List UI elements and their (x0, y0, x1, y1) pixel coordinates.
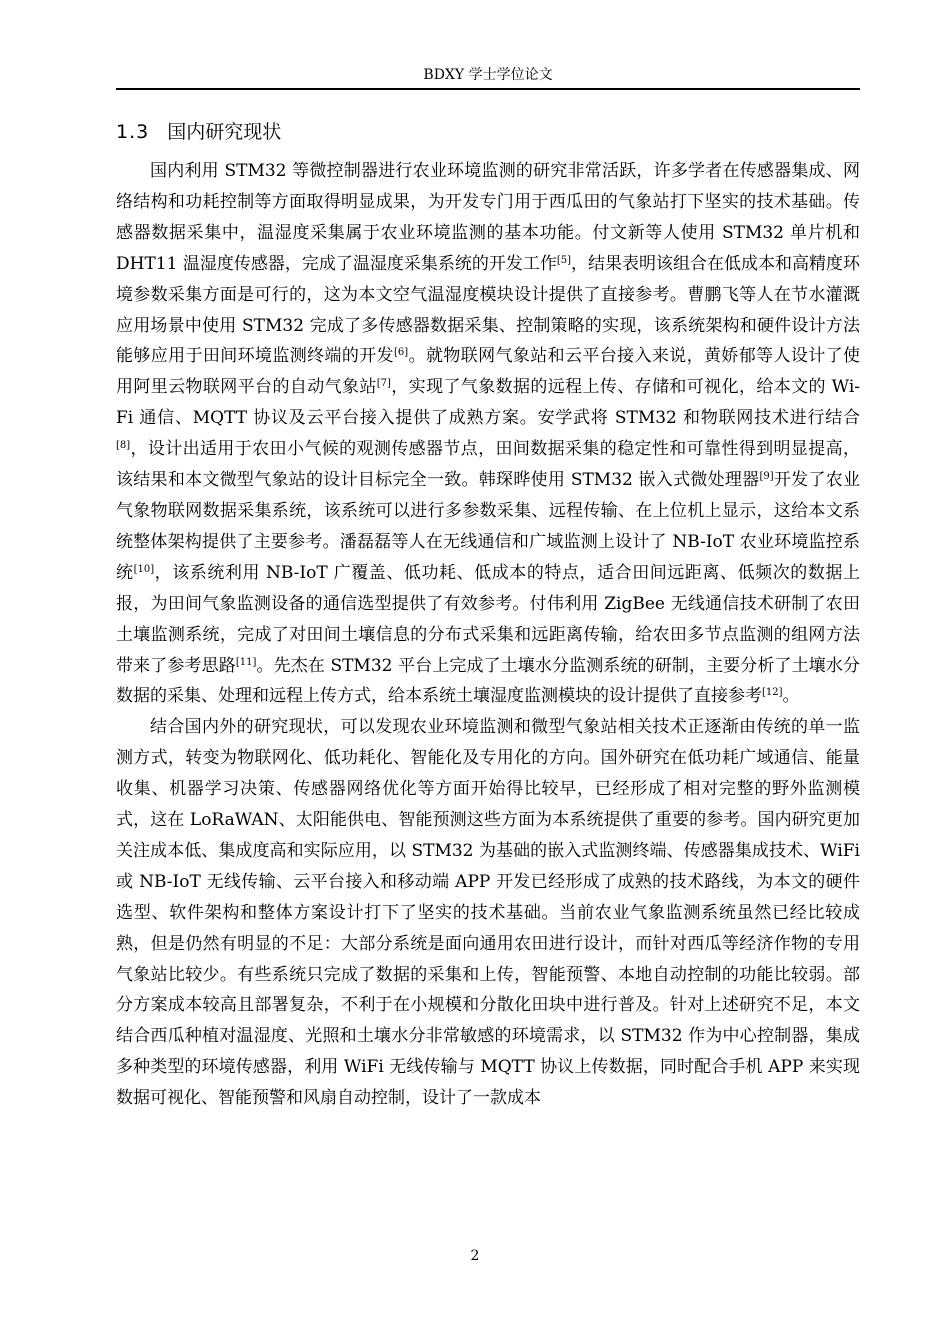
body-paragraph (116, 712, 860, 1114)
paragraph-text: 。 (782, 686, 800, 707)
section-heading (116, 118, 281, 146)
section-number: 1.3 (116, 121, 150, 143)
paragraph-text: 结合国内外的研究现状，可以发现农业环境监测和微型气象站相关技术正逐渐由传统的单一监测方式，转变为物联网化、低功耗化、智能化及专用化的方向。国外研究在低功耗广域通信、能量收集、机器学习决策、传感器网络优化等方面开始得比较早，已经形成了相对完整的野外监测模式，这在 LoRaWAN、太阳能供电、智能预测这些方面为本系统提供了重要的参考。国内研究更加关注成本低、集成度高和实际应用，以 STM32 为基础的嵌入式监测终端、传感器集成技术、WiFi 或 NB-IoT 无线传输、云平台接入和移动端 APP 开发已经形成了成熟的技术路线，为本文的硬件选型、软件架构和整体方案设计打下了坚实的技术基础。当前农业气象监测系统虽然已经比较成熟，但是仍然有明显的不足：大部分系统是面向通用农田进行设计，而针对西瓜等经济作物的专用气象站比较少。有些系统只完成了数据的采集和上传，智能预警、本地自动控制的功能比较弱。部分方案成本较高且部署复杂，不利于在小规模和分散化田块中进行普及。针对上述研究不足，本文结合西瓜种植对温湿度、光照和土壤水分非常敏感的环境需求，以 STM32 作为中心控制器，集成多种类型的环境传感器，利用 WiFi 无线传输与 MQTT 协议上传数据，同时配合手机 APP 来实现数据可视化、智能预警和风扇自动控制，设计了一款成本 (116, 717, 860, 1109)
paragraph-text: 国内利用 STM32 等微控制器进行农业环境监测的研究非常活跃，许多学者在传感器集成、网络结构和功耗控制等方面取得明显成果，为开发专门用于西瓜田的气象站打下坚实的技术基础。传感器数据采集中，温湿度采集属于农业环境监测的基本功能。付文新等人使用 STM32 单片机和 DHT11 温湿度传感器，完成了温湿度采集系统的开发工作 (116, 161, 860, 274)
paragraph-text: 。先杰在 STM32 平台上完成了土壤水分监测系统的研制，主要分析了土壤水分数据的采集、处理和远程上传方式，给本系统土壤湿度监测模块的设计提供了直接参考 (116, 655, 860, 707)
section-title: 国内研究现状 (167, 121, 282, 143)
citation-ref: [8] (116, 440, 131, 452)
paragraph-text: 开发了农业气象物联网数据采集系统，该系统可以进行多参数采集、远程传输、在上位机上显示，这给本文系统整体架构提供了主要参考。潘磊磊等人在无线通信和广域监测上设计了 NB-IoT 农业环境监控系统 (116, 470, 860, 583)
citation-ref: [10] (133, 563, 155, 575)
paragraph-text: 。就物联网气象站和云平台接入来说，黄娇郁等人设计了使用阿里云物联网平台的自动气象站 (116, 346, 861, 398)
citation-ref: [7] (376, 378, 391, 390)
citation-ref: [5] (556, 254, 572, 266)
header-title: BDXY 学士学位论文 (423, 67, 553, 83)
body-text (116, 156, 860, 1114)
paragraph-text: ，设计出适用于农田小气候的观测传感器节点，田间数据采集的稳定性和可靠性得到明显提高，该结果和本文微型气象站的设计目标完全一致。韩琛晔使用 STM32 嵌入式微处理器 (116, 439, 860, 491)
page-number: 2 (470, 1248, 480, 1264)
body-paragraph (116, 156, 860, 712)
paragraph-text: ，结果表明该组合在低成本和高精度环境参数采集方面是可行的，这为本文空气温湿度模块设计提供了直接参考。曹鹏飞等人在节水灌溉应用场景中使用 STM32 完成了多传感器数据采集、控制策略的实现，该系统架构和硬件设计方法能够应用于田间环境监测终端的开发 (116, 253, 861, 367)
citation-ref: [12] (762, 687, 783, 699)
paragraph-text: ，实现了气象数据的远程上传、存储和可视化，给本文的 Wi-Fi 通信、MQTT 协议及云平台接入提供了成熟方案。安学武将 STM32 和物联网技术进行结合 (116, 377, 861, 429)
citation-ref: [6] (394, 347, 409, 359)
citation-ref: [11] (235, 656, 257, 668)
paragraph-text: ，该系统利用 NB-IoT 广覆盖、低功耗、低成本的特点，适合田间远距离、低频次的数据上报，为田间气象监测设备的通信选型提供了有效参考。付伟利用 ZigBee 无线通信技术研制了农田土壤监测系统，完成了对田间土壤信息的分布式采集和远距离传输，给农田多节点监测的组网方法带来了参考思路 (116, 562, 860, 676)
citation-ref: [9] (759, 471, 774, 483)
page-header (116, 62, 860, 90)
